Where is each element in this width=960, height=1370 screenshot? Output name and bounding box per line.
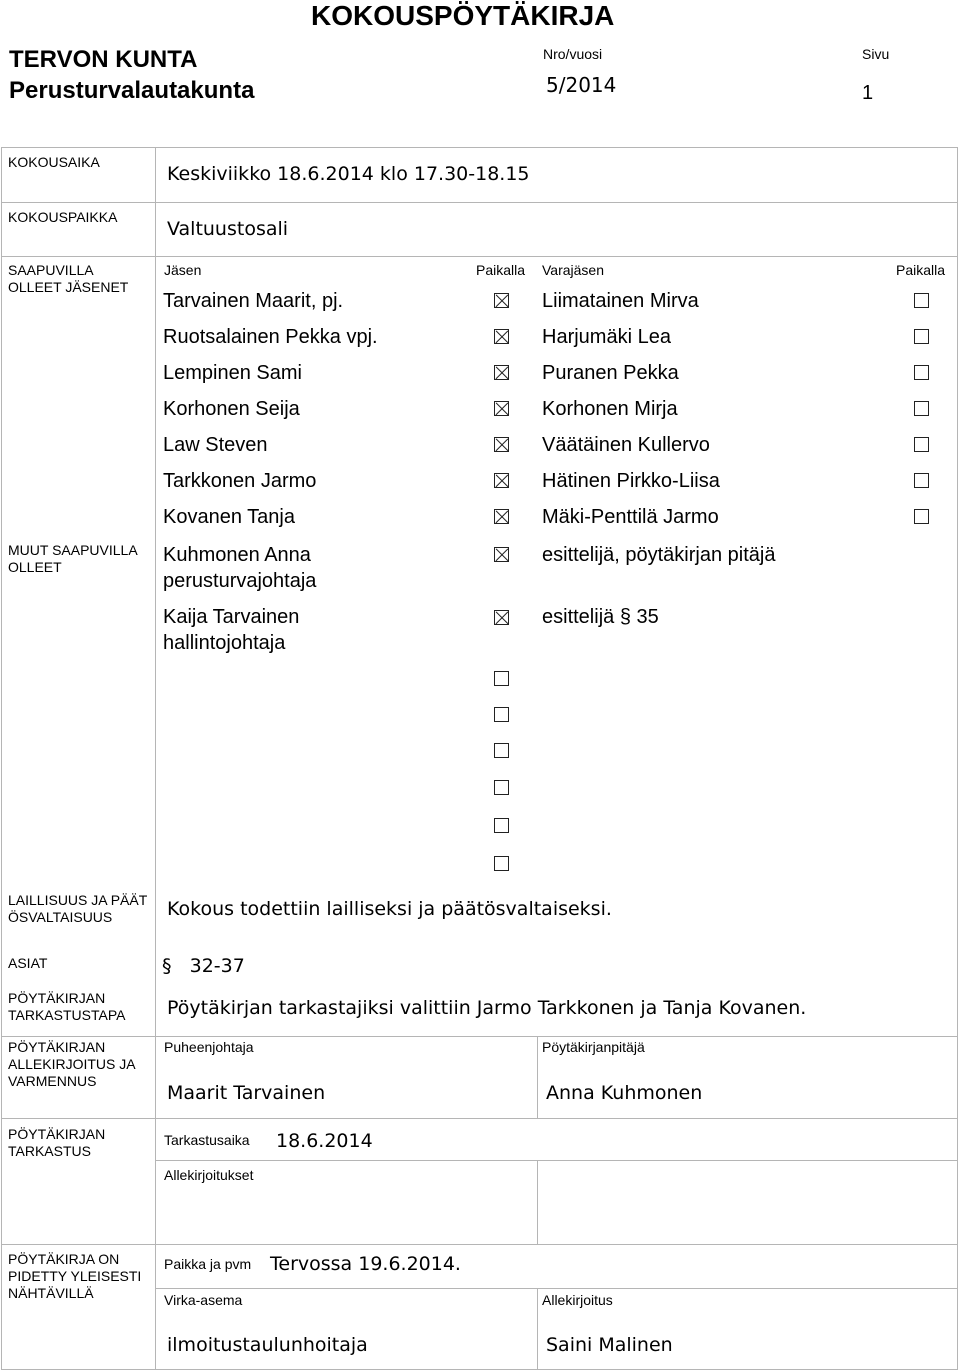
meeting-time-value: Keskiviikko 18.6.2014 klo 17.30-18.15 (167, 163, 530, 185)
member-name: Tarkkonen Jarmo (163, 470, 317, 492)
page-number: 1 (862, 82, 874, 104)
items-label: ASIAT (8, 955, 48, 971)
column-header-deputy: Varajäsen (542, 262, 605, 278)
empty-presence-checkbox[interactable] (494, 671, 509, 686)
member-name: Tarvainen Maarit, pj. (163, 290, 344, 312)
row-divider (1, 202, 958, 203)
secretary-label: Pöytäkirjanpitäjä (542, 1039, 645, 1055)
deputy-present-checkbox[interactable] (914, 509, 929, 524)
row-divider (1, 1244, 958, 1245)
publication-signature-value: Saini Malinen (546, 1334, 673, 1356)
nro-value: 5/2014 (546, 73, 617, 97)
deputy-name: Väätäinen Kullervo (542, 434, 710, 456)
deputy-present-checkbox[interactable] (914, 401, 929, 416)
publication-signature-label: Allekirjoitus (542, 1292, 613, 1308)
publication-place-value: Tervossa 19.6.2014. (270, 1253, 461, 1275)
member-present-checkbox[interactable] (494, 401, 509, 416)
empty-presence-checkbox[interactable] (494, 818, 509, 833)
position-value: ilmoitustaulunhoitaja (167, 1334, 368, 1356)
member-present-checkbox[interactable] (494, 473, 509, 488)
column-header-deputy-present: Paikalla (896, 262, 946, 278)
other-person-role: esittelijä § 35 (542, 606, 659, 628)
signatures-label: PÖYTÄKIRJAN ALLEKIRJOITUS JA VARMENNUS (8, 1039, 135, 1089)
row-divider (1, 1036, 958, 1037)
board-name: Perusturvalautakunta (9, 77, 255, 104)
row-divider (1, 256, 958, 257)
publication-divider (537, 1288, 538, 1370)
other-person-role: esittelijä, pöytäkirjan pitäjä (542, 544, 776, 566)
deputy-present-checkbox[interactable] (914, 437, 929, 452)
chair-label: Puheenjohtaja (164, 1039, 254, 1055)
meeting-place-label: KOKOUSPAIKKA (8, 209, 118, 225)
member-name: Lempinen Sami (163, 362, 302, 384)
publication-row-divider (156, 1288, 957, 1289)
organization-name: TERVON KUNTA (9, 46, 198, 73)
other-person-name: Kuhmonen Anna (163, 544, 311, 566)
other-person-name: Kaija Tarvainen (163, 606, 300, 628)
presence-checkbox[interactable] (494, 610, 509, 625)
member-present-checkbox[interactable] (494, 329, 509, 344)
deputy-name: Puranen Pekka (542, 362, 679, 384)
inspection-time-value: 18.6.2014 (276, 1130, 373, 1152)
publication-place-label: Paikka ja pvm (164, 1256, 252, 1272)
member-name: Kovanen Tanja (163, 506, 295, 528)
publication-label: PÖYTÄKIRJA ON PIDETTY YLEISESTI NÄHTÄVILLÄ (8, 1251, 142, 1301)
signature-divider (537, 1036, 538, 1118)
deputy-name: Hätinen Pirkko-Liisa (542, 470, 720, 492)
table-top-border (1, 147, 958, 148)
members-section-label: SAAPUVILLA OLLEET JÄSENET (8, 262, 129, 295)
review-method-value: Pöytäkirjan tarkastajiksi valittiin Jarmo Tarkkonen ja Tanja Kovanen. (167, 997, 807, 1019)
deputy-present-checkbox[interactable] (914, 329, 929, 344)
deputy-present-checkbox[interactable] (914, 473, 929, 488)
member-present-checkbox[interactable] (494, 509, 509, 524)
deputy-name: Mäki-Penttilä Jarmo (542, 506, 719, 528)
column-header-member: Jäsen (164, 262, 202, 278)
label-column-divider (155, 147, 156, 1370)
deputy-present-checkbox[interactable] (914, 293, 929, 308)
table-right-border (957, 147, 958, 1370)
page-label: Sivu (862, 46, 890, 62)
empty-presence-checkbox[interactable] (494, 856, 509, 871)
others-section-label: MUUT SAAPUVILLA OLLEET (8, 542, 137, 575)
deputy-present-checkbox[interactable] (914, 365, 929, 380)
empty-presence-checkbox[interactable] (494, 780, 509, 795)
legality-value: Kokous todettiin lailliseksi ja päätösvaltaiseksi. (167, 898, 612, 920)
items-value: § 32-37 (162, 955, 245, 977)
signatures-divider (156, 1160, 957, 1161)
deputy-name: Harjumäki Lea (542, 326, 671, 348)
deputy-name: Liimatainen Mirva (542, 290, 699, 312)
member-name: Korhonen Seija (163, 398, 300, 420)
position-label: Virka-asema (164, 1292, 243, 1308)
other-person-title: perusturvajohtaja (163, 570, 317, 592)
inspection-divider (537, 1160, 538, 1244)
column-header-present: Paikalla (476, 262, 526, 278)
meeting-time-label: KOKOUSAIKA (8, 154, 100, 170)
legality-label: LAILLISUUS JA PÄÄTÖSVALTAISUUS (8, 892, 148, 925)
inspection-signatures-label: Allekirjoitukset (164, 1167, 254, 1183)
empty-presence-checkbox[interactable] (494, 743, 509, 758)
member-present-checkbox[interactable] (494, 437, 509, 452)
empty-presence-checkbox[interactable] (494, 707, 509, 722)
chair-name: Maarit Tarvainen (167, 1082, 326, 1104)
review-method-label: PÖYTÄKIRJAN TARKASTUSTAPA (8, 990, 126, 1023)
meeting-place-value: Valtuustosali (167, 218, 289, 240)
inspection-time-label: Tarkastusaika (164, 1132, 250, 1148)
member-present-checkbox[interactable] (494, 365, 509, 380)
document-title: KOKOUSPÖYTÄKIRJA (311, 0, 615, 31)
other-person-title: hallintojohtaja (163, 632, 286, 654)
table-left-border (1, 147, 2, 1370)
row-divider (1, 1118, 958, 1119)
member-present-checkbox[interactable] (494, 293, 509, 308)
nro-label: Nro/vuosi (543, 46, 603, 62)
member-name: Ruotsalainen Pekka vpj. (163, 326, 378, 348)
secretary-name: Anna Kuhmonen (546, 1082, 703, 1104)
deputy-name: Korhonen Mirja (542, 398, 678, 420)
presence-checkbox[interactable] (494, 547, 509, 562)
inspection-label: PÖYTÄKIRJAN TARKASTUS (8, 1126, 106, 1159)
member-name: Law Steven (163, 434, 268, 456)
